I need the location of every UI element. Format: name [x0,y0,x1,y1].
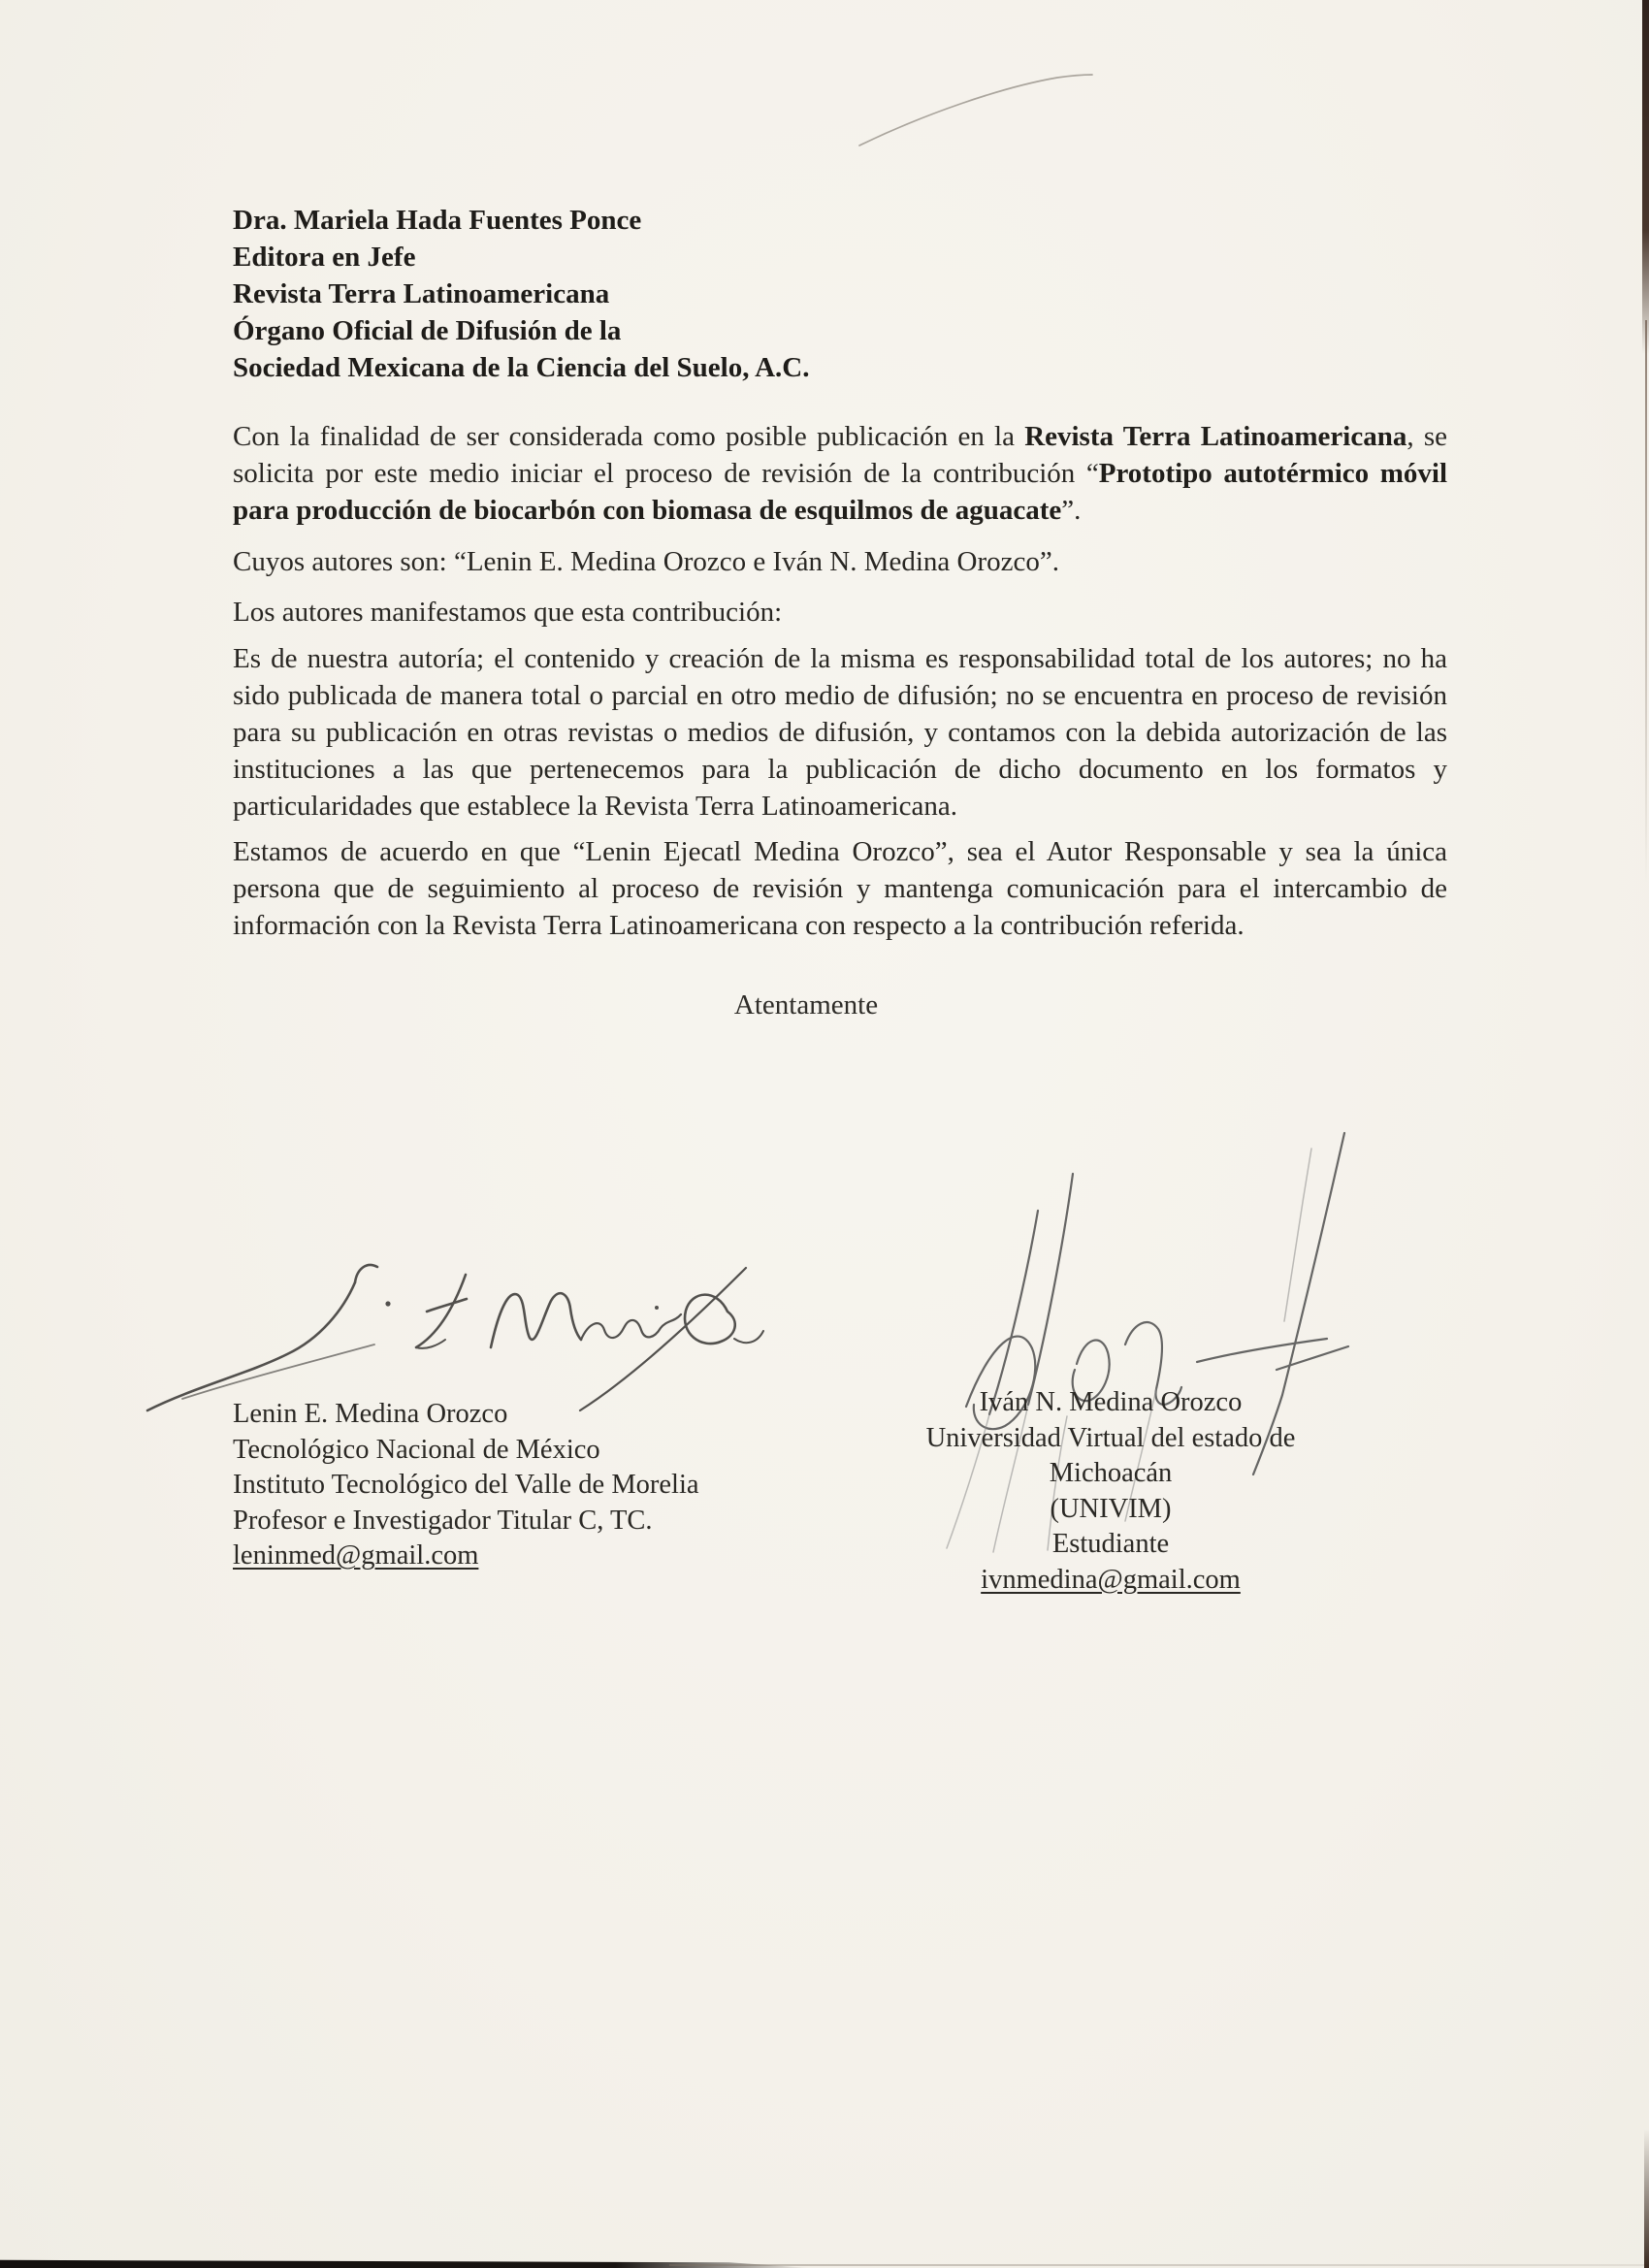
signatory-left-org2: Instituto Tecnológico del Valle de Morelia [233,1470,699,1500]
signatory-right-role: Estudiante [1051,1529,1170,1559]
signatory-right-email: ivnmedina@gmail.com [981,1564,1241,1595]
signature-lenin-medina [124,1251,764,1421]
scan-edge-bottom-strip [0,2258,810,2268]
closing-word: Atentamente [733,989,879,1021]
signatory-left-role: Profesor e Investigador Titular C, TC. [233,1505,653,1536]
declaration-intro-line: Los autores manifestamos que esta contribución: [233,597,783,628]
recipient-journal: Revista Terra Latinoamericana [233,278,610,309]
scan-edge-right-top [1642,0,1649,354]
recipient-block [233,202,1447,386]
recipient-title: Editora en Jefe [233,242,416,273]
scan-edge-right-line [1645,320,1647,883]
responsible-author-paragraph: Estamos de acuerdo en que “Lenin Ejecatl Medina Orozco”, sea el Autor Responsable y sea la única persona que de seguimiento al proceso de revisión y mantenga comunicación para el intercambio de información con la Revista Terra Latinoamericana con respecto a la contribución referida. [233,836,1447,941]
recipient-society: Sociedad Mexicana de la Ciencia del Suelo, A.C. [233,352,810,383]
recipient-organ-line: Órgano Oficial de Difusión de la [233,315,622,346]
authors-line: Cuyos autores son: “Lenin E. Medina Orozco e Iván N. Medina Orozco”. [233,546,1060,577]
signatory-right-name: Iván N. Medina Orozco [979,1387,1243,1417]
signatory-left-name: Lenin E. Medina Orozco [233,1399,508,1429]
signatory-right-org1: Universidad Virtual del estado de Michoacán [925,1422,1296,1488]
signatory-left-org1: Tecnológico Nacional de México [233,1434,600,1465]
signatory-right-block [876,1385,1345,1598]
pencil-stray-mark [826,54,1117,151]
signatory-right-org2: (UNIVIM) [1050,1493,1172,1524]
signatory-left-email: leninmed@gmail.com [233,1540,479,1571]
declaration-paragraph: Es de nuestra autoría; el contenido y creación de la misma es responsabilidad total de los autores; no ha sido publicada de manera total o parcial en otro medio de difusión; no se encuentra en proceso de revisión para su publicación en otras revistas o medios de difusión, y contamos con la debida autorización de las instituciones a las que pertenecemos para la publicación de dicho documento en los formatos y particularidades que establece la Revista Terra Latinoamericana. [233,643,1447,822]
scan-edge-bottom-line [669,2264,1649,2266]
scan-edge-right-bottom [1644,2129,1649,2268]
recipient-name: Dra. Mariela Hada Fuentes Ponce [233,205,642,236]
intro-paragraph: Con la finalidad de ser considerada como posible publicación en la Revista Terra Latinoamericana, se solicita por este medio iniciar el proceso de revisión de la contribución “Prototipo autotérmico móvil para producción de biocarbón con biomasa de esquilmos de aguacate”. [233,421,1448,526]
signatory-left-block [233,1397,699,1574]
letter-body [233,202,1447,1023]
